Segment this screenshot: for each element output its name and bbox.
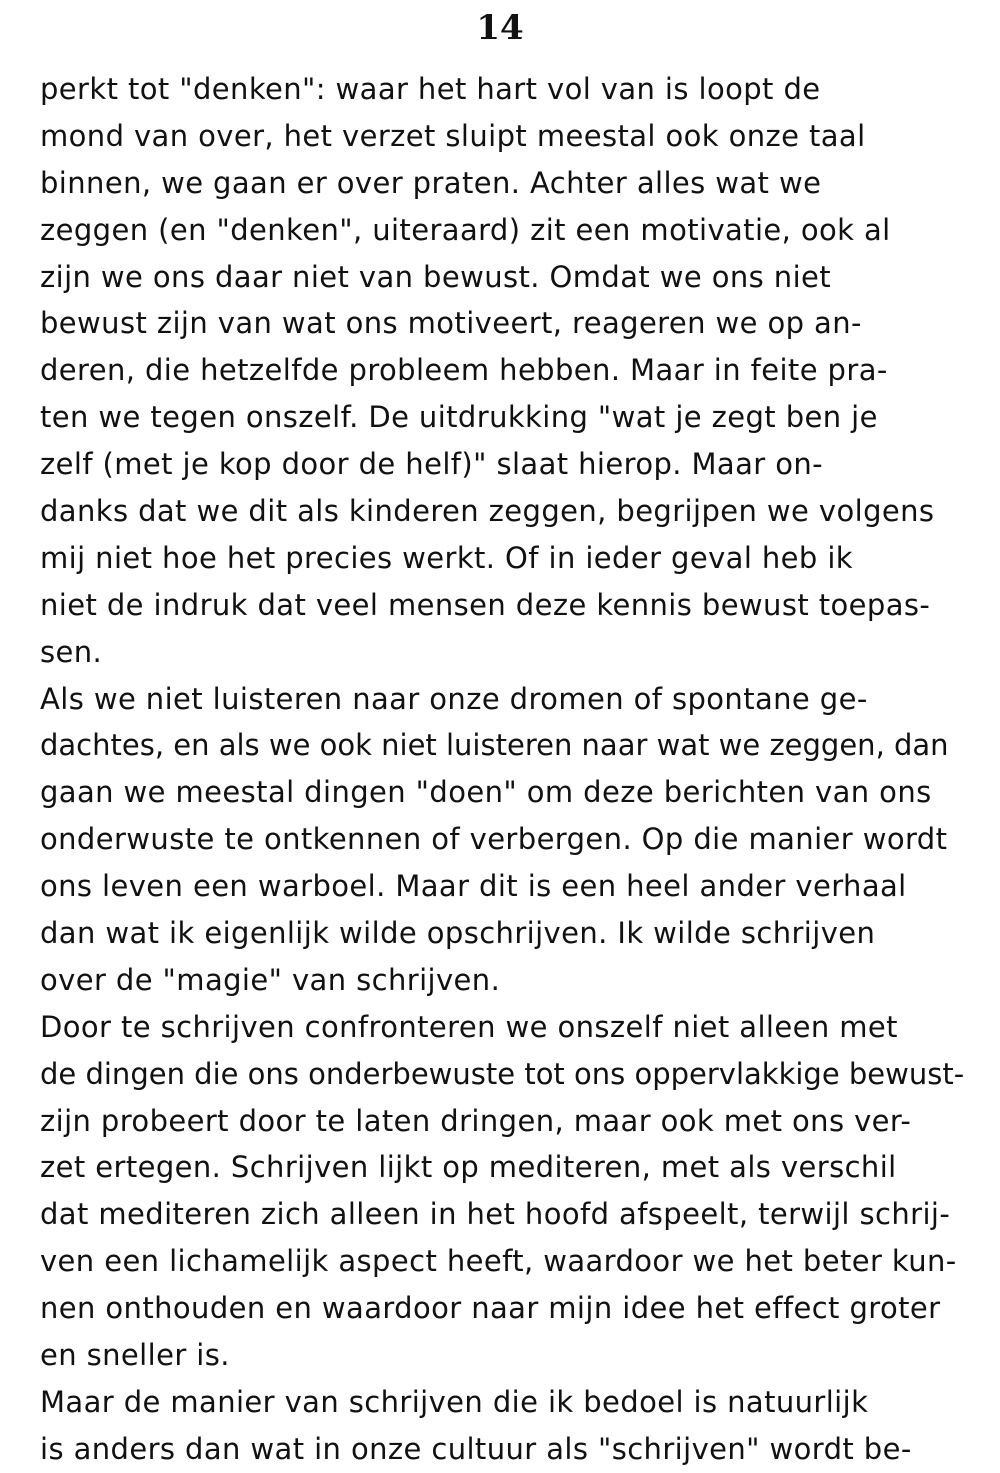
text-line: mond van over, het verzet sluipt meestal ook onze taal xyxy=(40,118,866,153)
text-line: zijn we ons daar niet van bewust. Omdat we ons niet xyxy=(40,259,832,294)
text-line: over de "magie" van schrijven. xyxy=(40,962,501,997)
text-line: niet de indruk dat veel mensen deze kennis bewust toepas- xyxy=(40,587,931,622)
text-line: dan wat ik eigenlijk wilde opschrijven. Ik wilde schrijven xyxy=(40,916,876,951)
text-line: danks dat we dit als kinderen zeggen, begrijpen we volgens xyxy=(40,494,935,529)
text-line: sen. xyxy=(40,634,103,669)
text-line: dachtes, en als we ook niet luisteren naar wat we zeggen, dan xyxy=(40,728,949,763)
text-line: zeggen (en "denken", uiteraard) zit een motivatie, ook al xyxy=(40,212,891,247)
text-line: onderwuste te ontkennen of verbergen. Op die manier wordt xyxy=(40,822,948,857)
text-line: dat mediteren zich alleen in het hoofd afspeelt, terwijl schrij- xyxy=(40,1197,951,1232)
text-line: deren, die hetzelfde probleem hebben. Maar in feite pra- xyxy=(40,353,888,388)
text-line: zijn probeert door te laten dringen, maar ook met ons ver- xyxy=(40,1103,912,1138)
text-line: zelf (met je kop door de helf)" slaat hierop. Maar on- xyxy=(40,447,823,482)
text-line: nen onthouden en waardoor naar mijn idee het effect groter xyxy=(40,1291,941,1326)
text-line: zet ertegen. Schrijven lijkt op mediteren, met als verschil xyxy=(40,1150,897,1185)
text-line: en sneller is. xyxy=(40,1338,230,1373)
text-line: ons leven een warboel. Maar dit is een heel ander verhaal xyxy=(40,869,907,904)
text-line: binnen, we gaan er over praten. Achter alles wat we xyxy=(40,165,822,200)
text-line: bewust zijn van wat ons motiveert, reageren we op an- xyxy=(40,306,862,341)
text-line: de dingen die ons onderbewuste tot ons oppervlakkige bewust- xyxy=(40,1056,965,1091)
text-line: perkt tot "denken": waar het hart vol van is loopt de xyxy=(40,72,821,106)
text-line: Als we niet luisteren naar onze dromen of spontane ge- xyxy=(40,681,868,716)
text-line: is anders dan wat in onze cultuur als "schrijven" wordt be- xyxy=(40,1431,912,1466)
text-line: ven een lichamelijk aspect heeft, waardoor we het beter kun- xyxy=(40,1244,957,1279)
text-body xyxy=(40,66,970,1473)
text-line: Door te schrijven confronteren we onszelf niet alleen met xyxy=(40,1009,898,1044)
text-line: gaan we meestal dingen "doen" om deze berichten van ons xyxy=(40,775,932,810)
page-number: 14 xyxy=(476,8,524,48)
text-line: Maar de manier van schrijven die ik bedoel is natuurlijk xyxy=(40,1384,869,1419)
text-line: mij niet hoe het precies werkt. Of in ieder geval heb ik xyxy=(40,540,853,575)
text-line: ten we tegen onszelf. De uitdrukking "wat je zegt ben je xyxy=(40,400,878,435)
